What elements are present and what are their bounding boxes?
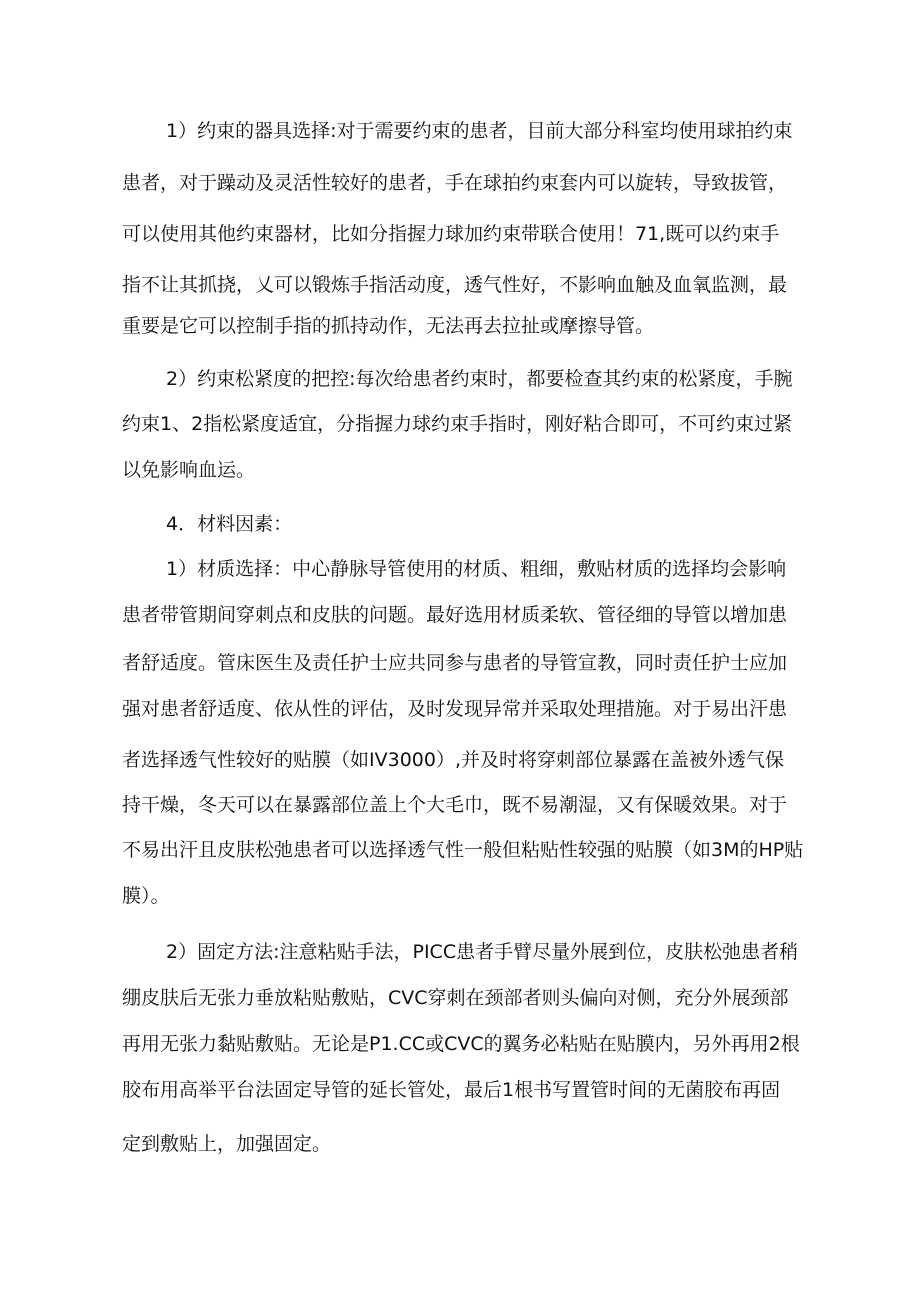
- para3-line-3: 者舒适度。管床医生及责任护士应共同参与患者的导管宣教，同时责任护士应加: [122, 652, 788, 674]
- para1-line-5: 重要是它可以控制手指的抓持动作，无法再去拉扯或摩擦导管。: [122, 315, 655, 337]
- para3-line-1: 1）材质选择：中心静脉导管使用的材质、粗细，敷贴材质的选择均会影响: [166, 558, 787, 580]
- para3-line-4: 强对患者舒适度、依从性的评估，及时发现异常并采取处理措施。对于易出汗患: [122, 698, 788, 720]
- para2-line-3: 以免影响血运。: [122, 459, 256, 481]
- para4-line-5: 定到敷贴上，加强固定。: [122, 1133, 332, 1155]
- para4-line-4: 胶布用高举平台法固定导管的延长管处，最后1根书写置管时间的无菌胶布再固: [122, 1079, 781, 1101]
- para3-line-2: 患者带管期间穿刺点和皮肤的问题。最好选用材质柔软、管径细的导管以增加患: [122, 604, 788, 626]
- para1-line-2: 患者，对于躁动及灵活性较好的患者，手在球拍约束套内可以旋转，导致拔管，: [122, 172, 788, 194]
- para3-line-5: 者选择透气性较好的贴膜（如IV3000）,并及时将穿刺部位暴露在盖被外透气保: [122, 749, 784, 771]
- section-heading-4: 4．材料因素：: [166, 513, 293, 535]
- para1-line-4: 指不让其抓挠，乂可以锻炼手指活动度，透气性好，不影响血触及血氧监测，最: [122, 274, 788, 296]
- para4-line-3: 再用无张力黏贴敷贴。无论是P1.CC或CVC的翼务必粘贴在贴膜内，另外再用2根: [122, 1033, 800, 1055]
- para2-line-2: 约束1、2指松紧度适宜，分指握力球约束手指时，刚好粘合即可，不可约束过紧: [122, 413, 793, 435]
- para4-line-2: 绷皮肤后无张力垂放粘贴敷贴，CVC穿刺在颈部者则头偏向对侧，充分外展颈部: [122, 987, 789, 1009]
- para1-line-1: 1）约束的器具选择:对于需要约束的患者，目前大部分科室均使用球拍约束: [166, 120, 793, 142]
- para1-line-3: 可以使用其他约束器材，比如分指握力球加约束带联合使用！71,既可以约束手: [122, 223, 780, 245]
- para3-line-6: 持干燥，冬天可以在暴露部位盖上个大毛巾，既不易潮湿，又有保暖效果。对于: [122, 794, 788, 816]
- para3-line-8: 膜）。: [122, 885, 170, 907]
- para4-line-1: 2）固定方法:注意粘贴手法，PICC患者手臂尽量外展到位，皮肤松弛患者稍: [166, 941, 799, 963]
- para3-line-7: 不易出汗且皮肤松弛患者可以选择透气性一般但粘贴性较强的贴膜（如3M的HP贴: [122, 839, 804, 861]
- para2-line-1: 2）约束松紧度的把控:每次给患者约束时，都要检查其约束的松紧度，手腕: [166, 368, 793, 390]
